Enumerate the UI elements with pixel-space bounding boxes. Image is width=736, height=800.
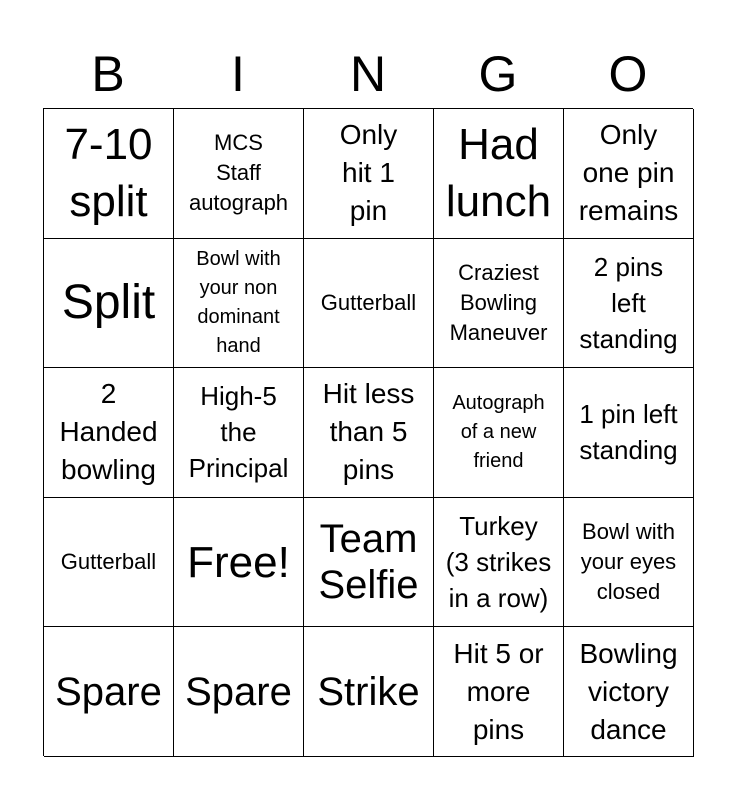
cell-text: Gutterball	[320, 289, 417, 315]
bingo-cell[interactable]	[44, 109, 174, 239]
cell-text: Hit 5 or more pins	[453, 637, 544, 745]
header-letter-b: B	[91, 46, 125, 102]
cell-text: High-5 the Principal	[188, 381, 289, 484]
header-letter-g: G	[478, 46, 518, 102]
cell-text: Turkey (3 strikes in a row)	[445, 511, 552, 614]
bingo-cell[interactable]	[434, 627, 564, 757]
cell-text: Autograph of a new friend	[452, 391, 545, 472]
bingo-cell[interactable]	[564, 239, 694, 369]
bingo-cell[interactable]	[564, 368, 694, 498]
cell-text: Only one pin remains	[578, 119, 679, 227]
bingo-cell[interactable]	[304, 498, 434, 628]
bingo-cell[interactable]	[434, 109, 564, 239]
bingo-cell[interactable]	[174, 368, 304, 498]
cell-text: Hit less than 5 pins	[322, 378, 415, 486]
header-letter-o: O	[608, 46, 648, 102]
bingo-cell[interactable]	[44, 627, 174, 757]
cell-text: Bowl with your eyes closed	[580, 519, 677, 605]
bingo-cell[interactable]	[434, 368, 564, 498]
cell-text: Bowl with your non dominant hand	[196, 247, 281, 357]
bingo-cell[interactable]	[44, 368, 174, 498]
bingo-cell[interactable]	[564, 109, 694, 239]
bingo-cell[interactable]	[174, 239, 304, 369]
cell-text: 1 pin left standing	[579, 399, 678, 466]
bingo-cell-free[interactable]	[174, 498, 304, 628]
bingo-cell[interactable]	[564, 627, 694, 757]
bingo-cell[interactable]	[44, 498, 174, 628]
bingo-cell[interactable]	[174, 627, 304, 757]
bingo-cell[interactable]	[304, 109, 434, 239]
bingo-cell[interactable]	[564, 498, 694, 628]
cell-text: Craziest Bowling Maneuver	[449, 259, 548, 345]
cell-text: Free!	[187, 537, 290, 587]
cell-text: 2 pins left standing	[579, 251, 678, 354]
cell-text: 7-10 split	[64, 120, 153, 227]
cell-text: Had lunch	[445, 120, 552, 227]
header-letter-i: I	[231, 46, 245, 102]
bingo-cell[interactable]	[44, 239, 174, 369]
bingo-cell[interactable]	[304, 368, 434, 498]
cell-text: Team Selfie	[318, 517, 419, 608]
bingo-cell[interactable]	[304, 239, 434, 369]
bingo-header	[43, 40, 693, 108]
bingo-cell[interactable]	[304, 627, 434, 757]
bingo-cell[interactable]	[434, 498, 564, 628]
bingo-cell[interactable]	[174, 109, 304, 239]
cell-text: Gutterball	[60, 549, 157, 575]
header-letter-n: N	[349, 46, 387, 102]
cell-text: Strike	[317, 669, 420, 714]
bingo-cell[interactable]	[434, 239, 564, 369]
cell-text: Spare	[55, 669, 162, 714]
cell-text: MCS Staff autograph	[188, 130, 289, 216]
cell-text: Split	[61, 275, 156, 329]
cell-text: 2 Handed bowling	[59, 378, 158, 486]
bingo-grid	[43, 108, 693, 756]
cell-text: Spare	[185, 669, 292, 714]
cell-text: Bowling victory dance	[579, 637, 678, 745]
cell-text: Only hit 1 pin	[339, 119, 398, 227]
